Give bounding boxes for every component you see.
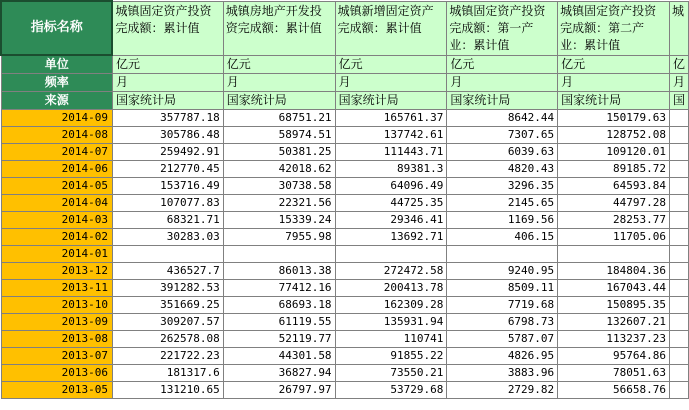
value-cell[interactable]: 262578.08 [112,330,223,347]
date-cell[interactable]: 2013-09 [1,313,112,330]
value-cell[interactable]: 77412.16 [223,279,335,296]
date-cell[interactable]: 2013-10 [1,296,112,313]
value-cell[interactable]: 68751.21 [223,109,335,126]
column-header-cell[interactable]: 城镇新增固定资产完成额：累计值 [335,1,447,55]
value-cell[interactable]: 64096.49 [335,177,447,194]
value-cell[interactable] [669,279,688,296]
value-cell[interactable]: 153716.49 [112,177,223,194]
meta-row [1,91,689,109]
meta-value-cell[interactable]: 亿元 [447,55,558,73]
table-row [1,279,689,296]
value-cell[interactable]: 5787.07 [447,330,558,347]
value-cell[interactable]: 128752.08 [558,126,670,143]
value-cell[interactable]: 56658.76 [558,381,670,398]
value-cell[interactable]: 9240.95 [447,262,558,279]
value-cell[interactable]: 7307.65 [447,126,558,143]
value-cell[interactable]: 53729.68 [335,381,447,398]
value-cell[interactable]: 42018.62 [223,160,335,177]
value-cell[interactable] [669,262,688,279]
value-cell[interactable]: 6798.73 [447,313,558,330]
meta-label-cell[interactable]: 单位 [1,55,112,73]
value-cell[interactable] [669,126,688,143]
column-header-cell[interactable]: 城 [669,1,688,55]
meta-value-cell[interactable]: 国家统计局 [112,91,223,109]
meta-value-cell[interactable]: 亿元 [558,55,670,73]
value-cell[interactable] [669,109,688,126]
value-cell[interactable] [669,347,688,364]
value-cell[interactable]: 8509.11 [447,279,558,296]
value-cell[interactable] [335,245,447,262]
date-cell[interactable]: 2014-03 [1,211,112,228]
value-cell[interactable]: 200413.78 [335,279,447,296]
date-cell[interactable]: 2014-02 [1,228,112,245]
table-row [1,245,689,262]
value-cell[interactable]: 351669.25 [112,296,223,313]
table-row [1,126,689,143]
value-cell[interactable]: 86013.38 [223,262,335,279]
value-cell[interactable] [669,296,688,313]
value-cell[interactable]: 6039.63 [447,143,558,160]
value-cell[interactable]: 28253.77 [558,211,670,228]
date-cell[interactable]: 2013-06 [1,364,112,381]
meta-value-cell[interactable]: 国 [669,91,688,109]
meta-value-cell[interactable]: 月 [223,73,335,91]
table-row [1,160,689,177]
value-cell[interactable] [112,245,223,262]
meta-value-cell[interactable]: 国家统计局 [223,91,335,109]
value-cell[interactable]: 212770.45 [112,160,223,177]
value-cell[interactable]: 309207.57 [112,313,223,330]
value-cell[interactable]: 181317.6 [112,364,223,381]
date-cell[interactable]: 2014-08 [1,126,112,143]
value-cell[interactable]: 68321.71 [112,211,223,228]
value-cell[interactable]: 137742.61 [335,126,447,143]
value-cell[interactable]: 110741 [335,330,447,347]
value-cell[interactable]: 44797.28 [558,194,670,211]
date-cell[interactable]: 2014-09 [1,109,112,126]
table-row [1,228,689,245]
value-cell[interactable]: 259492.91 [112,143,223,160]
meta-value-cell[interactable]: 亿元 [223,55,335,73]
table-row [1,364,689,381]
value-cell[interactable]: 7719.68 [447,296,558,313]
value-cell[interactable]: 44301.58 [223,347,335,364]
value-cell[interactable]: 162309.28 [335,296,447,313]
meta-value-cell[interactable]: 月 [447,73,558,91]
value-cell[interactable]: 89185.72 [558,160,670,177]
date-cell[interactable]: 2013-08 [1,330,112,347]
table-row [1,194,689,211]
value-cell[interactable]: 26797.97 [223,381,335,398]
date-cell[interactable]: 2013-07 [1,347,112,364]
value-cell[interactable]: 61119.55 [223,313,335,330]
date-cell[interactable]: 2013-12 [1,262,112,279]
date-cell[interactable]: 2014-04 [1,194,112,211]
value-cell[interactable] [669,177,688,194]
value-cell[interactable]: 15339.24 [223,211,335,228]
table-row [1,347,689,364]
value-cell[interactable]: 150895.35 [558,296,670,313]
table-row [1,177,689,194]
value-cell[interactable]: 68693.18 [223,296,335,313]
value-cell[interactable] [669,245,688,262]
value-cell[interactable]: 1169.56 [447,211,558,228]
column-header-cell[interactable]: 城镇固定资产投资完成额：第一产业：累计值 [447,1,558,55]
value-cell[interactable]: 52119.77 [223,330,335,347]
table-row [1,262,689,279]
value-cell[interactable]: 132607.21 [558,313,670,330]
value-cell[interactable]: 113237.23 [558,330,670,347]
value-cell[interactable]: 22321.56 [223,194,335,211]
value-cell[interactable]: 406.15 [447,228,558,245]
value-cell[interactable]: 3883.96 [447,364,558,381]
value-cell[interactable]: 111443.71 [335,143,447,160]
value-cell[interactable]: 8642.44 [447,109,558,126]
corner-header-cell[interactable]: 指标名称 [1,1,112,55]
meta-value-cell[interactable]: 国家统计局 [447,91,558,109]
value-cell[interactable]: 184804.36 [558,262,670,279]
header-row [1,1,689,55]
date-cell[interactable]: 2014-01 [1,245,112,262]
value-cell[interactable]: 107077.83 [112,194,223,211]
value-cell[interactable] [669,364,688,381]
value-cell[interactable] [669,228,688,245]
value-cell[interactable]: 64593.84 [558,177,670,194]
value-cell[interactable]: 11705.06 [558,228,670,245]
value-cell[interactable] [669,211,688,228]
value-cell[interactable]: 391282.53 [112,279,223,296]
value-cell[interactable]: 135931.94 [335,313,447,330]
value-cell[interactable]: 30738.58 [223,177,335,194]
value-cell[interactable] [669,381,688,398]
value-cell[interactable]: 4820.43 [447,160,558,177]
date-cell[interactable]: 2013-11 [1,279,112,296]
value-cell[interactable]: 436527.7 [112,262,223,279]
value-cell[interactable]: 165761.37 [335,109,447,126]
table-row [1,381,689,398]
date-cell[interactable]: 2014-07 [1,143,112,160]
value-cell[interactable] [669,194,688,211]
table-row [1,330,689,347]
value-cell[interactable]: 13692.71 [335,228,447,245]
value-cell[interactable]: 50381.25 [223,143,335,160]
meta-label-cell[interactable]: 来源 [1,91,112,109]
meta-value-cell[interactable]: 月 [112,73,223,91]
meta-value-cell[interactable]: 亿元 [112,55,223,73]
column-header-cell[interactable]: 城镇房地产开发投资完成额：累计值 [223,1,335,55]
value-cell[interactable]: 91855.22 [335,347,447,364]
date-cell[interactable]: 2014-06 [1,160,112,177]
meta-label-cell[interactable]: 频率 [1,73,112,91]
table-row [1,313,689,330]
value-cell[interactable] [558,245,670,262]
value-cell[interactable]: 7955.98 [223,228,335,245]
meta-value-cell[interactable]: 国家统计局 [335,91,447,109]
value-cell[interactable]: 30283.03 [112,228,223,245]
value-cell[interactable]: 36827.94 [223,364,335,381]
table-row [1,143,689,160]
value-cell[interactable]: 167043.44 [558,279,670,296]
meta-value-cell[interactable]: 月 [335,73,447,91]
value-cell[interactable]: 29346.41 [335,211,447,228]
value-cell[interactable] [223,245,335,262]
value-cell[interactable] [669,313,688,330]
meta-value-cell[interactable]: 月 [669,73,688,91]
value-cell[interactable]: 95764.86 [558,347,670,364]
value-cell[interactable] [669,160,688,177]
meta-value-cell[interactable]: 月 [558,73,670,91]
meta-row [1,73,689,91]
table-row [1,109,689,126]
value-cell[interactable]: 3296.35 [447,177,558,194]
meta-value-cell[interactable]: 亿 [669,55,688,73]
column-header-cell[interactable]: 城镇固定资产投资完成额：累计值 [112,1,223,55]
meta-value-cell[interactable]: 国家统计局 [558,91,670,109]
value-cell[interactable]: 78051.63 [558,364,670,381]
date-cell[interactable]: 2014-05 [1,177,112,194]
date-cell[interactable]: 2013-05 [1,381,112,398]
value-cell[interactable]: 221722.23 [112,347,223,364]
meta-row [1,55,689,73]
table-row [1,211,689,228]
value-cell[interactable] [447,245,558,262]
value-cell[interactable]: 109120.01 [558,143,670,160]
value-cell[interactable]: 4826.95 [447,347,558,364]
table-row [1,296,689,313]
value-cell[interactable]: 89381.3 [335,160,447,177]
value-cell[interactable]: 2145.65 [447,194,558,211]
value-cell[interactable] [669,143,688,160]
value-cell[interactable]: 58974.51 [223,126,335,143]
value-cell[interactable]: 73550.21 [335,364,447,381]
value-cell[interactable]: 131210.65 [112,381,223,398]
meta-value-cell[interactable]: 亿元 [335,55,447,73]
value-cell[interactable] [669,330,688,347]
column-header-cell[interactable]: 城镇固定资产投资完成额：第二产业：累计值 [558,1,670,55]
value-cell[interactable]: 305786.48 [112,126,223,143]
value-cell[interactable]: 272472.58 [335,262,447,279]
value-cell[interactable]: 357787.18 [112,109,223,126]
value-cell[interactable]: 2729.82 [447,381,558,398]
value-cell[interactable]: 150179.63 [558,109,670,126]
value-cell[interactable]: 44725.35 [335,194,447,211]
